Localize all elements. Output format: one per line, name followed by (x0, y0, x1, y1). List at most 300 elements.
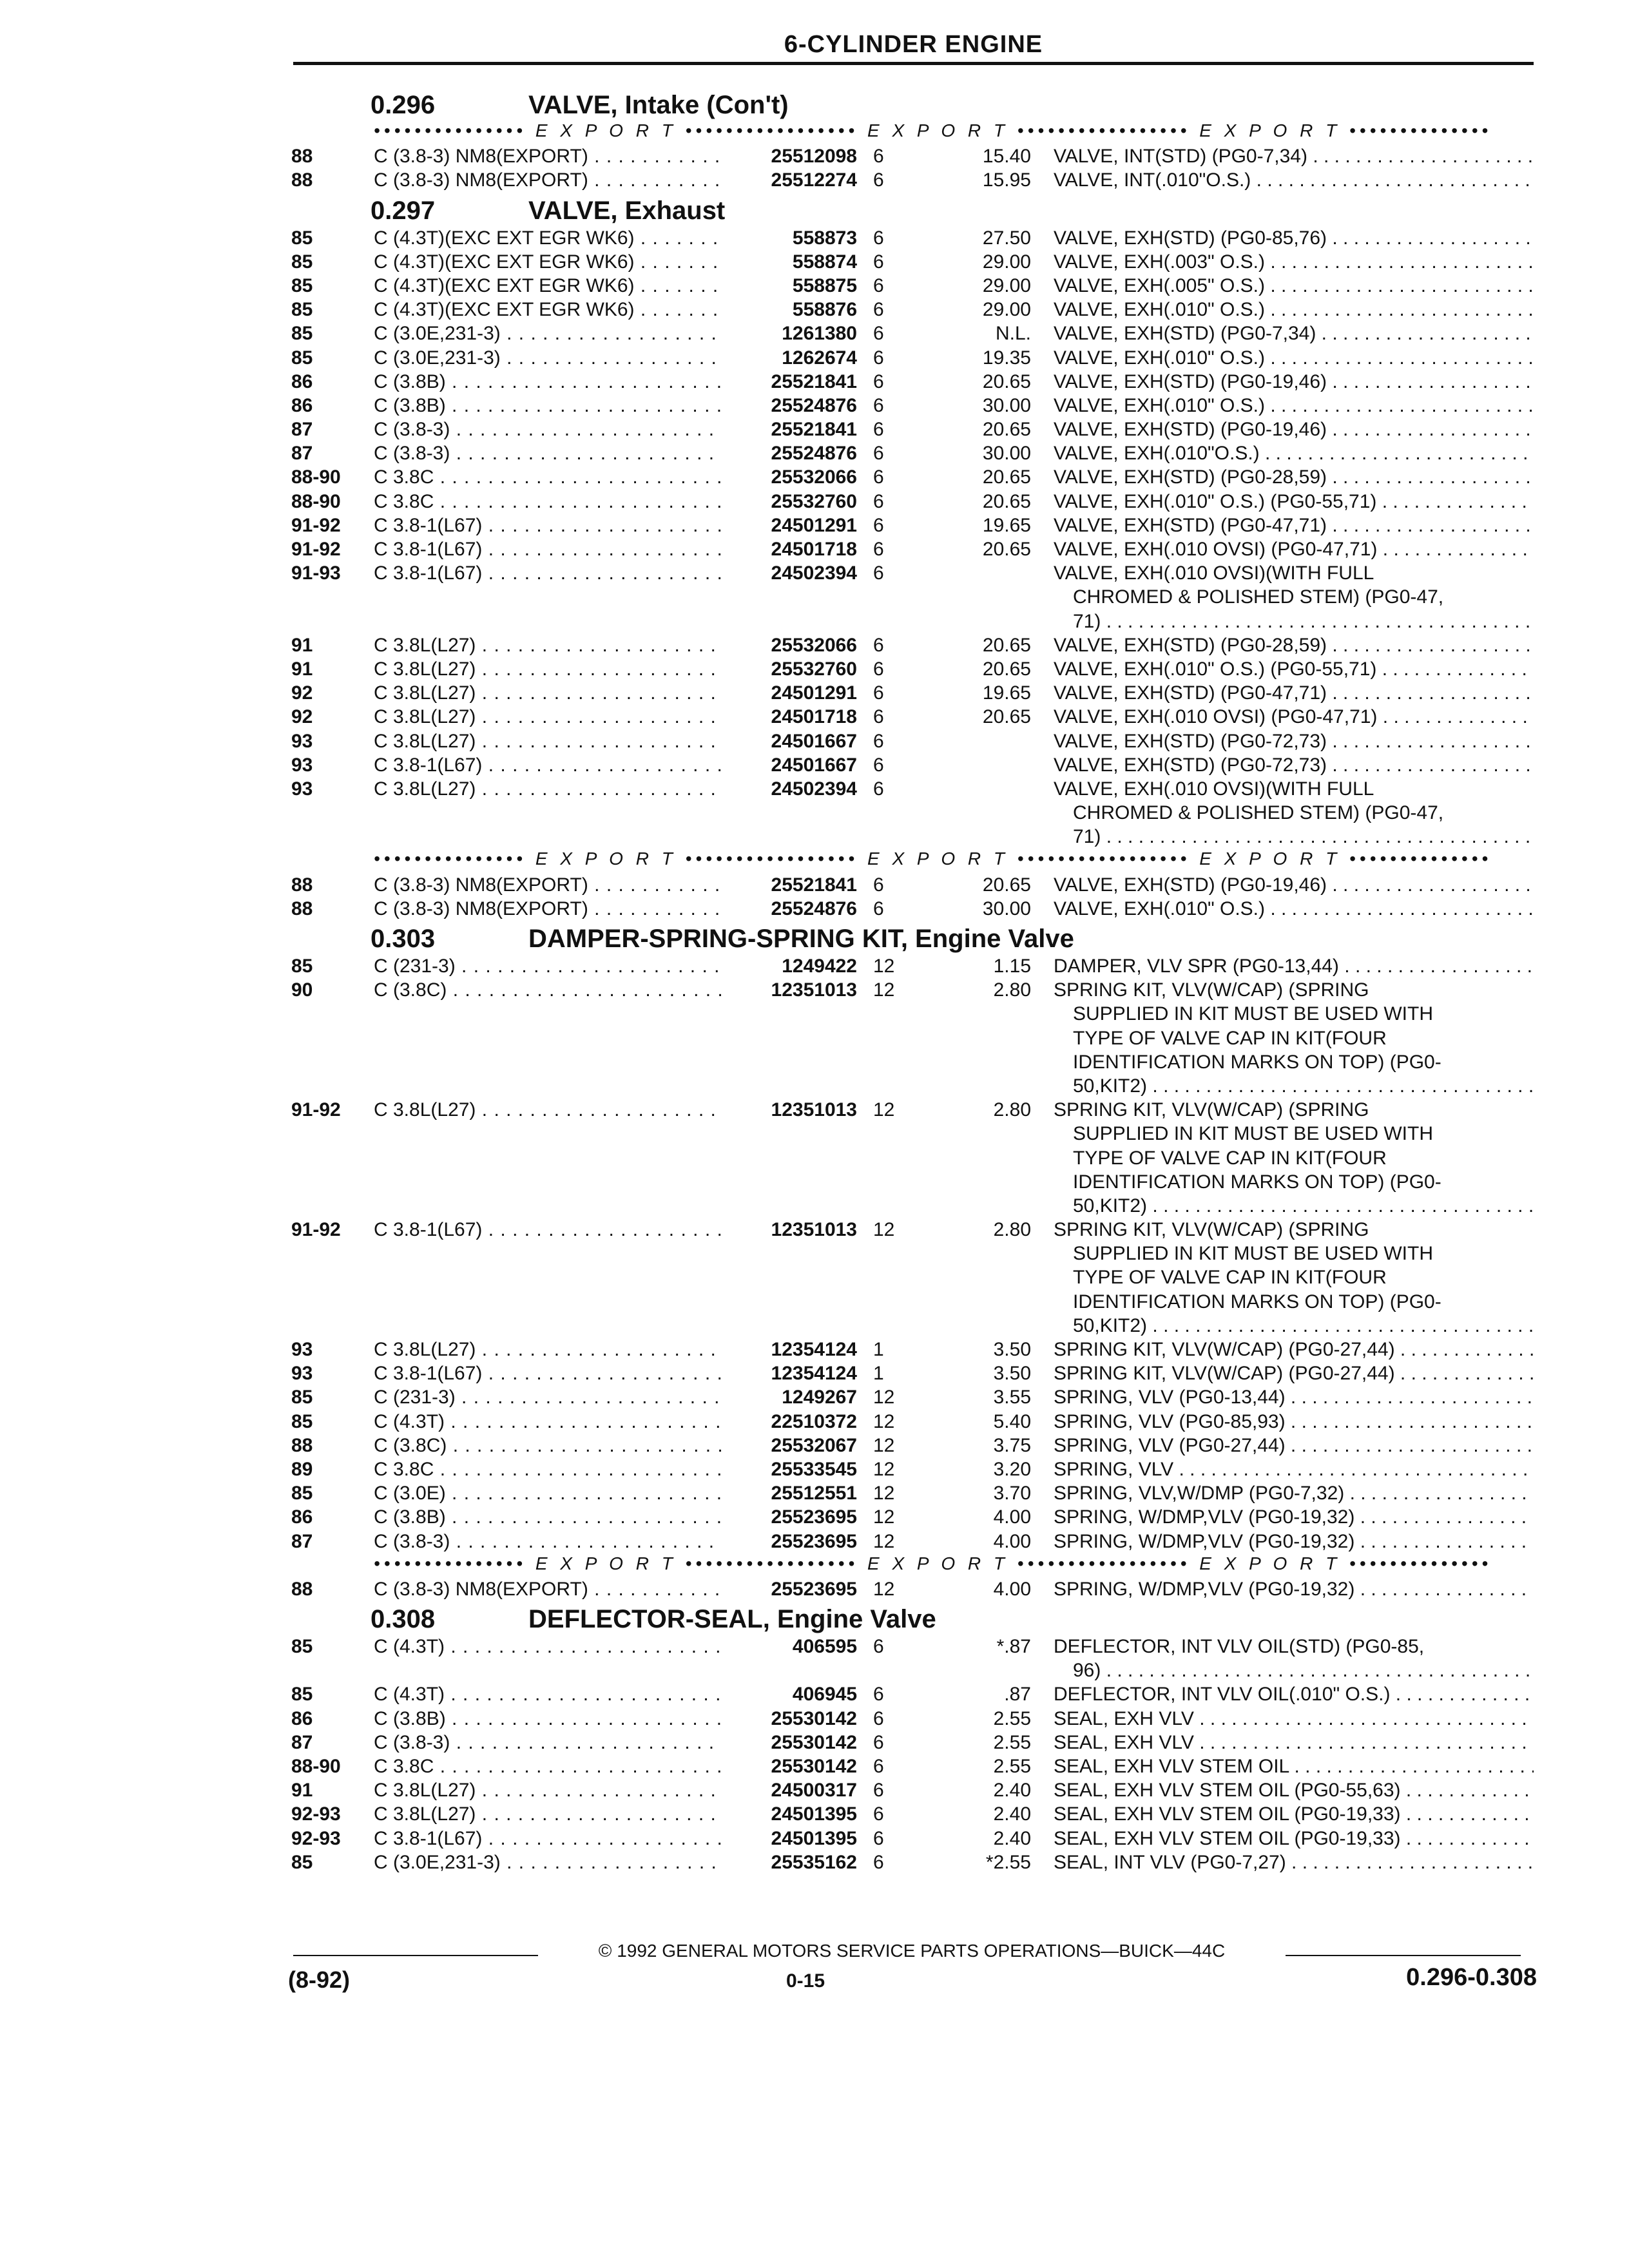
part-number: 12354124 (771, 1363, 857, 1385)
quantity: 12 (873, 1410, 895, 1432)
part-row-continuation (0, 1194, 1629, 1218)
footer-page-number: 0-15 (786, 1970, 825, 1992)
quantity: 6 (873, 419, 884, 441)
price: 20.65 (982, 539, 1031, 560)
section-heading (0, 193, 1629, 226)
part-number: 24501395 (771, 1803, 857, 1825)
model-year: 85 (291, 323, 313, 345)
part-description: VALVE, EXH(.010" O.S.) (PG0-55,71) . . . (1054, 657, 1534, 681)
model-code: C 3.8-1(L67) . . . (374, 561, 722, 585)
quantity: 6 (873, 394, 884, 416)
quantity: 6 (873, 514, 884, 536)
part-description: VALVE, EXH(.005" O.S.) . . . (1054, 274, 1534, 298)
part-number: 12351013 (771, 1219, 857, 1241)
price: 29.00 (982, 274, 1031, 296)
model-year: 85 (291, 347, 313, 369)
part-row-continuation (0, 1314, 1629, 1338)
model-year: 87 (291, 419, 313, 441)
header-divider (293, 62, 1534, 65)
part-number: 24501395 (771, 1827, 857, 1849)
quantity: 6 (873, 347, 884, 369)
model-code: C (3.8B) . . . (374, 394, 722, 418)
section-number: 0.303 (371, 925, 436, 953)
model-code: C 3.8-1(L67) . . . (374, 1361, 722, 1385)
part-description: SPRING, VLV (PG0-85,93) . . . (1054, 1410, 1534, 1434)
quantity: 12 (873, 979, 895, 1001)
part-number: 25521841 (771, 419, 857, 441)
model-year: 86 (291, 1506, 313, 1528)
model-code: C (4.3T) . . . (374, 1682, 722, 1706)
model-code: C (3.0E,231-3) . . . (374, 1850, 722, 1874)
section-heading (0, 921, 1629, 954)
model-year: 92-93 (291, 1803, 341, 1825)
model-code: C (3.8-3) NM8(EXPORT) . . . (374, 873, 722, 897)
part-description: SPRING, W/DMP,VLV (PG0-19,32) . . . (1054, 1505, 1534, 1529)
part-number: 25532760 (771, 658, 857, 680)
section-title: VALVE, Exhaust (528, 196, 726, 225)
price: 20.65 (982, 658, 1031, 680)
model-code: C (3.0E) . . . (374, 1481, 722, 1505)
section-title: VALVE, Intake (Con't) (528, 91, 789, 119)
model-code: C (3.8-3) . . . (374, 418, 722, 441)
quantity: 6 (873, 443, 884, 465)
model-year: 85 (291, 1851, 313, 1873)
part-row-continuation (0, 825, 1629, 849)
part-description: CHROMED & POLISHED STEM) (PG0-47, (1073, 802, 1444, 824)
price: 20.65 (982, 419, 1031, 441)
part-description: VALVE, EXH(.010"O.S.) . . . (1054, 441, 1534, 465)
price: 20.65 (982, 370, 1031, 392)
part-row (0, 978, 1629, 1002)
part-description: VALVE, EXH(STD) (PG0-28,59) . . . (1054, 633, 1534, 657)
quantity: 6 (873, 1684, 884, 1706)
part-description: 71) . . . (1073, 610, 1534, 633)
part-description: DEFLECTOR, INT VLV OIL(.010" O.S.) . . . (1054, 1682, 1534, 1706)
part-description: SPRING, VLV (PG0-27,44) . . . (1054, 1434, 1534, 1457)
model-year: 85 (291, 1636, 313, 1658)
price: 2.40 (993, 1780, 1031, 1802)
model-year: 87 (291, 443, 313, 465)
export-divider: ••••••••••••••• E X P O R T ••••••••••••••••• E X P O R T ••••••••••••••••• E X P O R T •••••••••••••• (374, 1553, 1492, 1573)
part-number: 25535162 (771, 1851, 857, 1873)
quantity: 6 (873, 227, 884, 249)
part-row (0, 1778, 1629, 1802)
price: 20.65 (982, 706, 1031, 728)
quantity: 6 (873, 778, 884, 800)
price: 2.55 (993, 1731, 1031, 1753)
part-description: VALVE, EXH(.010 OVSI)(WITH FULL (1054, 778, 1374, 800)
part-number: 25524876 (771, 394, 857, 416)
part-row-continuation (0, 1242, 1629, 1265)
part-row (0, 657, 1629, 681)
part-row (0, 250, 1629, 274)
part-row (0, 873, 1629, 897)
model-year: 88-90 (291, 490, 341, 512)
part-description: VALVE, EXH(.010 OVSI) (PG0-47,71) . . . (1054, 705, 1534, 729)
part-row-continuation (0, 1658, 1629, 1682)
part-description: CHROMED & POLISHED STEM) (PG0-47, (1073, 586, 1444, 608)
model-code: C (3.0E,231-3) . . . (374, 322, 722, 345)
quantity: 6 (873, 1780, 884, 1802)
part-description: VALVE, EXH(STD) (PG0-19,46) . . . (1054, 370, 1534, 394)
model-year: 90 (291, 979, 313, 1001)
model-code: C 3.8L(L27) . . . (374, 1802, 722, 1826)
part-description: SUPPLIED IN KIT MUST BE USED WITH (1073, 1243, 1433, 1265)
model-code: C (3.0E,231-3) . . . (374, 346, 722, 370)
quantity: 6 (873, 682, 884, 704)
part-description: VALVE, EXH(STD) (PG0-47,71) . . . (1054, 514, 1534, 537)
part-number: 25530142 (771, 1756, 857, 1777)
part-description: VALVE, EXH(STD) (PG0-19,46) . . . (1054, 873, 1534, 897)
part-number: 558873 (792, 227, 857, 249)
model-year: 88 (291, 874, 313, 896)
part-row (0, 370, 1629, 394)
quantity: 6 (873, 1636, 884, 1658)
part-number: 25512098 (771, 146, 857, 168)
part-description: SPRING, VLV . . . (1054, 1457, 1534, 1481)
model-year: 88 (291, 169, 313, 191)
part-row (0, 490, 1629, 514)
part-description: SUPPLIED IN KIT MUST BE USED WITH (1073, 1123, 1433, 1145)
quantity: 6 (873, 874, 884, 896)
quantity: 12 (873, 1099, 895, 1121)
price: 3.70 (993, 1483, 1031, 1504)
model-year: 91 (291, 658, 313, 680)
model-year: 85 (291, 1410, 313, 1432)
part-description: VALVE, INT(STD) (PG0-7,34) . . . (1054, 144, 1534, 168)
part-row (0, 1530, 1629, 1553)
part-number: 25532067 (771, 1434, 857, 1456)
model-year: 86 (291, 1707, 313, 1729)
part-description: VALVE, EXH(.010" O.S.) . . . (1054, 346, 1534, 370)
part-number: 12351013 (771, 1099, 857, 1121)
model-code: C (4.3T)(EXC EXT EGR WK6) . . . (374, 250, 722, 274)
part-number: 1262674 (782, 347, 857, 369)
part-row (0, 465, 1629, 489)
part-number: 24502394 (771, 562, 857, 584)
footer-copyright: © 1992 GENERAL MOTORS SERVICE PARTS OPERATIONS—BUICK—44C (598, 1941, 1226, 1961)
model-year: 85 (291, 1387, 313, 1408)
price: 1.15 (993, 956, 1031, 977)
part-row (0, 298, 1629, 322)
part-row (0, 322, 1629, 345)
part-row (0, 441, 1629, 465)
section-heading (0, 1601, 1629, 1635)
model-year: 91-92 (291, 1099, 341, 1121)
model-year: 91-92 (291, 514, 341, 536)
quantity: 6 (873, 1827, 884, 1849)
parts-listing (0, 87, 1629, 1874)
page-title: 6-CYLINDER ENGINE (784, 31, 1043, 58)
model-code: C 3.8L(L27) . . . (374, 633, 722, 657)
part-row (0, 1707, 1629, 1731)
quantity: 12 (873, 1219, 895, 1241)
part-row (0, 753, 1629, 777)
model-year: 85 (291, 1483, 313, 1504)
model-code: C 3.8L(L27) . . . (374, 681, 722, 705)
part-description: SEAL, EXH VLV . . . (1054, 1707, 1534, 1731)
part-row (0, 537, 1629, 561)
price: 19.65 (982, 682, 1031, 704)
part-row-continuation (0, 1002, 1629, 1026)
model-code: C (3.8-3) NM8(EXPORT) . . . (374, 144, 722, 168)
part-description: SEAL, EXH VLV STEM OIL (PG0-19,33) . . . (1054, 1827, 1534, 1850)
part-number: 1249267 (782, 1387, 857, 1408)
part-description: SUPPLIED IN KIT MUST BE USED WITH (1073, 1003, 1433, 1025)
price: 2.40 (993, 1803, 1031, 1825)
quantity: 6 (873, 658, 884, 680)
part-description: IDENTIFICATION MARKS ON TOP) (PG0- (1073, 1051, 1441, 1073)
price: 20.65 (982, 874, 1031, 896)
model-code: C 3.8L(L27) . . . (374, 1778, 722, 1802)
part-description: SEAL, EXH VLV STEM OIL (PG0-55,63) . . . (1054, 1778, 1534, 1802)
part-row-continuation (0, 585, 1629, 609)
price: 2.80 (993, 1099, 1031, 1121)
footer-date-code: (8-92) (288, 1966, 351, 1993)
price: 3.50 (993, 1363, 1031, 1385)
quantity: 6 (873, 274, 884, 296)
quantity: 6 (873, 1803, 884, 1825)
model-code: C (3.8-3) NM8(EXPORT) . . . (374, 1577, 722, 1601)
part-row (0, 1385, 1629, 1409)
price: 20.65 (982, 466, 1031, 488)
part-row (0, 274, 1629, 298)
section-number: 0.296 (371, 91, 436, 119)
part-description: IDENTIFICATION MARKS ON TOP) (PG0- (1073, 1171, 1441, 1193)
model-year: 91-92 (291, 539, 341, 560)
quantity: 6 (873, 299, 884, 321)
price: 29.00 (982, 251, 1031, 273)
price: 30.00 (982, 898, 1031, 919)
part-number: 25524876 (771, 443, 857, 465)
part-description: DAMPER, VLV SPR (PG0-13,44) . . . (1054, 954, 1534, 978)
part-number: 25523695 (771, 1506, 857, 1528)
model-year: 87 (291, 1731, 313, 1753)
section-heading (0, 87, 1629, 120)
part-row (0, 1434, 1629, 1457)
part-description: 50,KIT2) . . . (1073, 1074, 1534, 1098)
section-title: DAMPER-SPRING-SPRING KIT, Engine Valve (528, 925, 1074, 953)
part-row (0, 1361, 1629, 1385)
quantity: 6 (873, 706, 884, 728)
part-row (0, 144, 1629, 168)
section-number: 0.297 (371, 196, 436, 225)
quantity: 6 (873, 466, 884, 488)
model-year: 87 (291, 1530, 313, 1552)
part-number: 24501667 (771, 730, 857, 752)
part-number: 25512551 (771, 1483, 857, 1504)
quantity: 6 (873, 634, 884, 656)
model-code: C 3.8L(L27) . . . (374, 705, 722, 729)
quantity: 12 (873, 1483, 895, 1504)
part-row (0, 729, 1629, 753)
price: 4.00 (993, 1578, 1031, 1600)
price: 19.65 (982, 514, 1031, 536)
part-row (0, 226, 1629, 250)
part-description: DEFLECTOR, INT VLV OIL(STD) (PG0-85, (1054, 1636, 1425, 1658)
price: 30.00 (982, 443, 1031, 465)
quantity: 6 (873, 1851, 884, 1873)
model-year: 85 (291, 1684, 313, 1706)
model-year: 92 (291, 682, 313, 704)
part-description: IDENTIFICATION MARKS ON TOP) (PG0- (1073, 1291, 1441, 1312)
part-number: 22510372 (771, 1410, 857, 1432)
quantity: 6 (873, 251, 884, 273)
model-code: C (3.8-3) . . . (374, 1530, 722, 1553)
model-year: 88 (291, 1578, 313, 1600)
model-year: 92-93 (291, 1827, 341, 1849)
quantity: 6 (873, 1707, 884, 1729)
quantity: 6 (873, 370, 884, 392)
part-row (0, 777, 1629, 801)
price: 4.00 (993, 1530, 1031, 1552)
model-code: C 3.8-1(L67) . . . (374, 1218, 722, 1242)
part-number: 406945 (792, 1684, 857, 1706)
part-description: VALVE, EXH(.010" O.S.) . . . (1054, 897, 1534, 921)
part-description: VALVE, EXH(.010" O.S.) . . . (1054, 394, 1534, 418)
part-number: 558875 (792, 274, 857, 296)
price: 30.00 (982, 394, 1031, 416)
model-code: C 3.8-1(L67) . . . (374, 1827, 722, 1850)
part-number: 24501718 (771, 706, 857, 728)
export-divider: ••••••••••••••• E X P O R T ••••••••••••••••• E X P O R T ••••••••••••••••• E X P O R T •••••••••••••• (374, 849, 1492, 869)
quantity: 12 (873, 1506, 895, 1528)
part-row-continuation (0, 1050, 1629, 1074)
model-year: 88 (291, 898, 313, 919)
part-number: 25521841 (771, 370, 857, 392)
quantity: 12 (873, 1387, 895, 1408)
section-number: 0.308 (371, 1605, 436, 1634)
part-description: SPRING, VLV,W/DMP (PG0-7,32) . . . (1054, 1481, 1534, 1505)
part-description: SPRING KIT, VLV(W/CAP) (SPRING (1054, 1099, 1369, 1121)
part-row (0, 561, 1629, 585)
model-year: 88-90 (291, 1756, 341, 1777)
model-year: 93 (291, 778, 313, 800)
price: 3.20 (993, 1458, 1031, 1480)
part-description: SPRING KIT, VLV(W/CAP) (PG0-27,44) . . . (1054, 1338, 1534, 1361)
model-code: C 3.8L(L27) . . . (374, 657, 722, 681)
part-number: 558874 (792, 251, 857, 273)
footer-divider-right (1286, 1955, 1521, 1956)
part-description: VALVE, EXH(STD) (PG0-28,59) . . . (1054, 465, 1534, 489)
model-code: C (4.3T) . . . (374, 1410, 722, 1434)
price: .87 (1004, 1684, 1031, 1706)
price: 29.00 (982, 299, 1031, 321)
quantity: 12 (873, 956, 895, 977)
part-description: TYPE OF VALVE CAP IN KIT(FOUR (1073, 1147, 1387, 1169)
model-code: C (3.8-3) . . . (374, 441, 722, 465)
part-row (0, 1635, 1629, 1658)
part-description: VALVE, EXH(STD) (PG0-7,34) . . . (1054, 322, 1534, 345)
part-number: 1261380 (782, 323, 857, 345)
quantity: 6 (873, 323, 884, 345)
section-title: DEFLECTOR-SEAL, Engine Valve (528, 1605, 936, 1634)
model-code: C 3.8L(L27) . . . (374, 729, 722, 753)
quantity: 6 (873, 562, 884, 584)
model-year: 88 (291, 1434, 313, 1456)
part-description: TYPE OF VALVE CAP IN KIT(FOUR (1073, 1267, 1387, 1289)
export-divider: ••••••••••••••• E X P O R T ••••••••••••••••• E X P O R T ••••••••••••••••• E X P O R T •••••••••••••• (374, 120, 1492, 140)
part-number: 25532760 (771, 490, 857, 512)
model-code: C (3.8-3) NM8(EXPORT) . . . (374, 168, 722, 192)
part-description: SPRING, W/DMP,VLV (PG0-19,32) . . . (1054, 1577, 1534, 1601)
quantity: 12 (873, 1434, 895, 1456)
model-code: C (3.8B) . . . (374, 370, 722, 394)
model-year: 85 (291, 251, 313, 273)
part-description: SPRING KIT, VLV(W/CAP) (SPRING (1054, 1219, 1369, 1241)
price: 20.65 (982, 634, 1031, 656)
model-year: 85 (291, 274, 313, 296)
part-description: 96) . . . (1073, 1658, 1534, 1682)
part-description: SPRING KIT, VLV(W/CAP) (SPRING (1054, 979, 1369, 1001)
part-row (0, 1218, 1629, 1242)
model-year: 86 (291, 394, 313, 416)
part-description: 50,KIT2) . . . (1073, 1314, 1534, 1338)
part-number: 25533545 (771, 1458, 857, 1480)
part-row (0, 1754, 1629, 1778)
part-row (0, 897, 1629, 921)
model-year: 92 (291, 706, 313, 728)
model-code: C (3.8-3) NM8(EXPORT) . . . (374, 897, 722, 921)
price: 15.95 (982, 169, 1031, 191)
quantity: 6 (873, 898, 884, 919)
model-code: C 3.8L(L27) . . . (374, 1098, 722, 1122)
model-code: C 3.8C . . . (374, 490, 722, 514)
part-description: VALVE, EXH(.003" O.S.) . . . (1054, 250, 1534, 274)
part-description: SEAL, EXH VLV STEM OIL (PG0-19,33) . . . (1054, 1802, 1534, 1826)
model-year: 85 (291, 227, 313, 249)
part-number: 24501667 (771, 754, 857, 776)
part-number: 24502394 (771, 778, 857, 800)
quantity: 6 (873, 730, 884, 752)
model-code: C 3.8-1(L67) . . . (374, 514, 722, 537)
part-number: 24501291 (771, 514, 857, 536)
model-year: 91-92 (291, 1219, 341, 1241)
price: 2.80 (993, 979, 1031, 1001)
quantity: 6 (873, 169, 884, 191)
part-row-continuation (0, 1074, 1629, 1098)
model-code: C (3.8-3) . . . (374, 1731, 722, 1754)
part-row (0, 514, 1629, 537)
model-code: C 3.8L(L27) . . . (374, 777, 722, 801)
part-row-continuation (0, 1122, 1629, 1146)
model-year: 85 (291, 299, 313, 321)
price: 5.40 (993, 1410, 1031, 1432)
quantity: 1 (873, 1339, 884, 1360)
part-number: 25530142 (771, 1731, 857, 1753)
part-number: 25524876 (771, 898, 857, 919)
quantity: 6 (873, 754, 884, 776)
model-code: C (3.8C) . . . (374, 978, 722, 1002)
model-code: C (231-3) . . . (374, 954, 722, 978)
part-description: VALVE, EXH(STD) (PG0-72,73) . . . (1054, 729, 1534, 753)
quantity: 12 (873, 1578, 895, 1600)
quantity: 12 (873, 1458, 895, 1480)
part-description: SPRING, VLV (PG0-13,44) . . . (1054, 1385, 1534, 1409)
part-row (0, 1338, 1629, 1361)
part-description: SPRING, W/DMP,VLV (PG0-19,32) . . . (1054, 1530, 1534, 1553)
model-code: C 3.8C . . . (374, 465, 722, 489)
model-year: 86 (291, 370, 313, 392)
model-year: 93 (291, 730, 313, 752)
price: N.L. (995, 323, 1031, 345)
part-description: VALVE, EXH(STD) (PG0-85,76) . . . (1054, 226, 1534, 250)
price: 3.75 (993, 1434, 1031, 1456)
model-code: C (3.8B) . . . (374, 1707, 722, 1731)
footer-section-range: 0.296-0.308 (1406, 1964, 1537, 1991)
part-row (0, 1481, 1629, 1505)
quantity: 6 (873, 1731, 884, 1753)
